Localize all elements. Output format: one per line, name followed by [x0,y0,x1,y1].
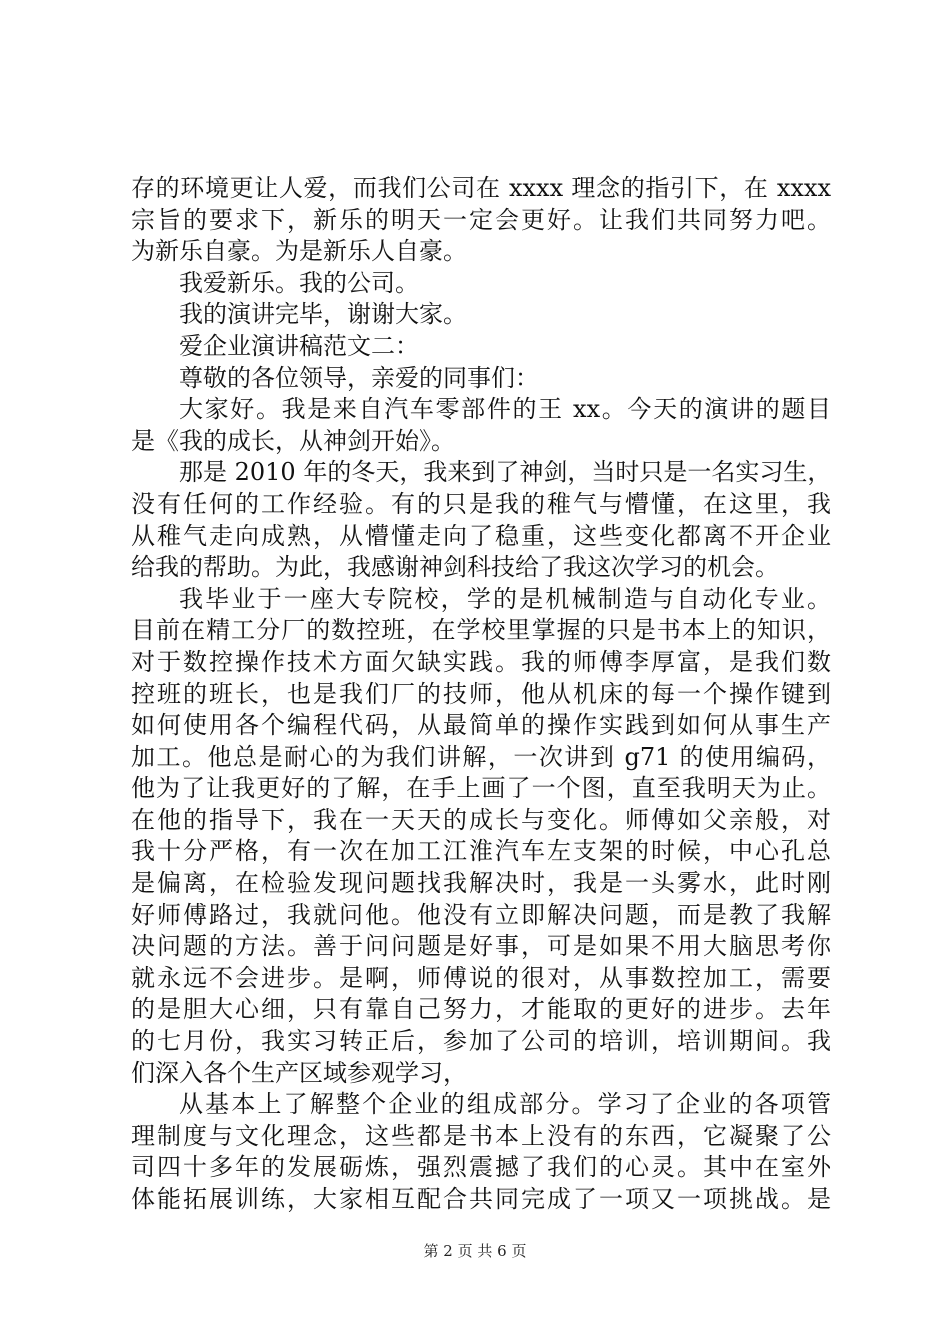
text-line: 对于数控操作技术方面欠缺实践。我的师傅李厚富，是我们数 [131,647,831,676]
text-line: 的七月份，我实习转正后，参加了公司的培训，培训期间。我 [131,1027,831,1056]
text-line: 司四十多年的发展砺炼，强烈震撼了我们的心灵。其中在室外 [131,1153,831,1182]
text-line: 我十分严格，有一次在加工江淮汽车左支架的时候，中心孔总 [131,837,831,866]
text-line: 决问题的方法。善于问问题是好事，可是如果不用大脑思考你 [131,932,831,961]
text-line: 目前在精工分厂的数控班，在学校里掌握的只是书本上的知识， [131,616,831,645]
text-line: 他为了让我更好的了解，在手上画了一个图，直至我明天为止。 [131,774,831,803]
text-line: 好师傅路过，我就问他。他没有立即解决问题，而是教了我解 [131,900,831,929]
text-line: 是《我的成长，从神剑开始》。 [131,426,455,455]
text-line: 尊敬的各位领导，亲爱的同事们： [179,363,539,392]
text-line: 没有任何的工作经验。有的只是我的稚气与懵懂，在这里，我 [131,489,831,518]
text-line: 理制度与文化理念，这些都是书本上没有的东西，它凝聚了公 [131,1121,831,1150]
text-line: 给我的帮助。为此，我感谢神剑科技给了我这次学习的机会。 [131,553,779,582]
text-line: 大家好。我是来自汽车零部件的王 xx。今天的演讲的题目 [179,395,831,424]
text-line: 加工。他总是耐心的为我们讲解，一次讲到 g71 的使用编码， [131,742,831,771]
text-line: 我爱新乐。我的公司。 [179,268,419,297]
text-line: 宗旨的要求下，新乐的明天一定会更好。让我们共同努力吧。 [131,205,831,234]
text-line: 我毕业于一座大专院校，学的是机械制造与自动化专业。 [179,584,831,613]
document-body [131,173,831,1216]
text-line: 从基本上了解整个企业的组成部分。学习了企业的各项管 [179,1090,831,1119]
text-line: 存的环境更让人爱，而我们公司在 xxxx 理念的指引下，在 xxxx [131,174,831,202]
page-footer: 第 2 页 共 6 页 [423,1242,527,1260]
text-line: 们深入各个生产区域参观学习， [131,1058,467,1087]
text-line: 的是胆大心细，只有靠自己努力，才能取的更好的进步。去年 [131,995,831,1024]
text-line: 就永远不会进步。是啊，师傅说的很对，从事数控加工，需要 [131,963,831,992]
text-line: 在他的指导下，我在一天天的成长与变化。师傅如父亲般，对 [131,805,831,834]
text-line: 那是 2010 年的冬天，我来到了神剑，当时只是一名实习生， [179,458,831,487]
text-line: 是偏离，在检验发现问题找我解决时，我是一头雾水，此时刚 [131,869,831,898]
text-line: 我的演讲完毕，谢谢大家。 [179,300,467,329]
text-line: 为新乐自豪。为是新乐人自豪。 [131,237,467,266]
text-line: 控班的班长，也是我们厂的技师，他从机床的每一个操作键到 [131,679,831,708]
text-line: 爱企业演讲稿范文二： [179,331,419,360]
text-line: 体能拓展训练，大家相互配合共同完成了一项又一项挑战。是 [131,1185,831,1213]
text-line: 如何使用各个编程代码，从最简单的操作实践到如何从事生产 [131,711,831,740]
text-line: 从稚气走向成熟，从懵懂走向了稳重，这些变化都离不开企业 [131,521,831,550]
